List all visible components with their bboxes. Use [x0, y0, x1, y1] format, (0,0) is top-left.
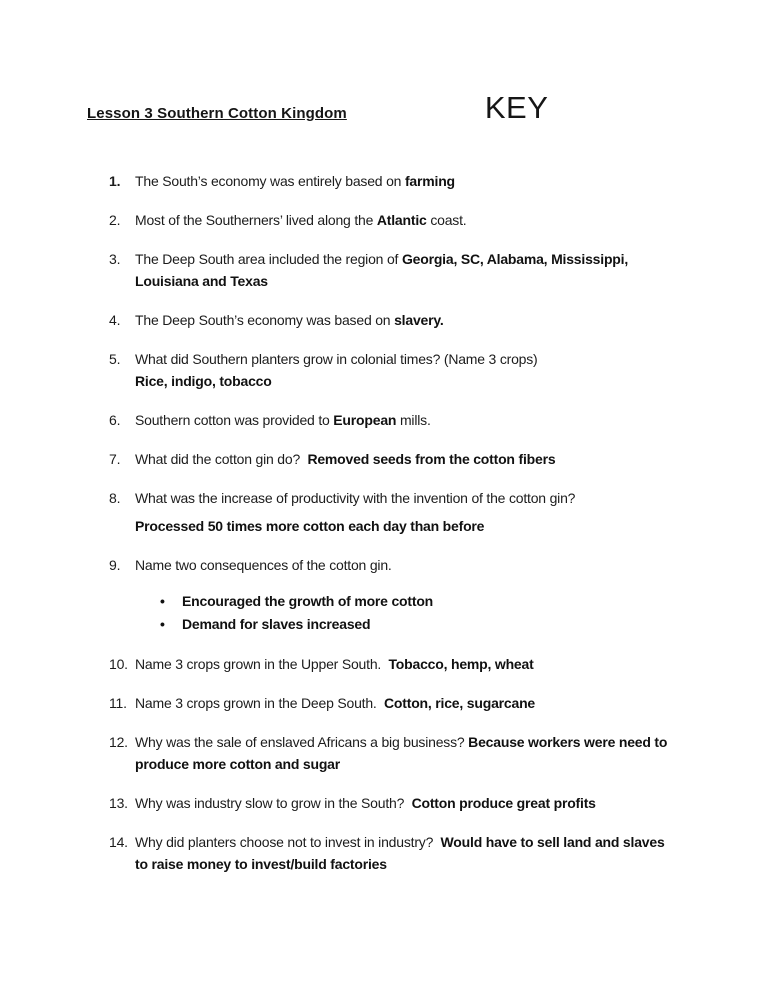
- question-item: [109, 692, 768, 714]
- question-number: 14.: [109, 834, 128, 850]
- question-line: [135, 209, 768, 231]
- answer-key-label: KEY: [484, 90, 549, 125]
- question-text: The Deep South’s economy was based on: [135, 312, 395, 328]
- question-number: 8.: [109, 490, 121, 506]
- document-header: [0, 0, 768, 126]
- answer-text: Processed 50 times more cotton each day than before: [135, 518, 485, 534]
- answer-text: Atlantic: [376, 212, 427, 228]
- question-line: [135, 692, 768, 714]
- question-text: Southern cotton was provided to: [135, 412, 334, 428]
- question-text: Name 3 crops grown in the Upper South.: [135, 656, 389, 672]
- question-line: [135, 515, 768, 537]
- question-item: [109, 448, 768, 470]
- question-item: [109, 792, 768, 814]
- question-content: [135, 248, 768, 292]
- document-title: Lesson 3 Southern Cotton Kingdom: [87, 105, 347, 122]
- question-item: [109, 348, 768, 392]
- question-content: [135, 170, 768, 192]
- question-item: [109, 209, 768, 231]
- question-line: [135, 831, 768, 853]
- question-content: [135, 487, 768, 537]
- question-number: 9.: [109, 557, 121, 573]
- question-item: [109, 170, 768, 192]
- answer-text: Tobacco, hemp, wheat: [388, 656, 534, 672]
- question-text: Name two consequences of the cotton gin.: [135, 557, 392, 573]
- question-content: [135, 692, 768, 714]
- answer-text: produce more cotton and sugar: [135, 756, 340, 772]
- question-line: [135, 448, 768, 470]
- question-content: [135, 831, 768, 875]
- question-text: coast.: [426, 212, 467, 228]
- question-text: Why was industry slow to grow in the South?: [135, 795, 412, 811]
- question-number: 6.: [109, 412, 121, 428]
- question-content: [135, 348, 768, 392]
- question-number: 7.: [109, 451, 121, 467]
- question-content: [135, 309, 768, 331]
- answer-text: Removed seeds from the cotton fibers: [307, 451, 556, 467]
- answer-text: Because workers were need to: [468, 734, 668, 750]
- question-content: [135, 448, 768, 470]
- question-text: mills.: [396, 412, 431, 428]
- question-number: 11.: [109, 695, 127, 711]
- question-number: 2.: [109, 212, 121, 228]
- answer-bullet-list: [135, 590, 768, 636]
- question-text: The Deep South area included the region of: [135, 251, 402, 267]
- answer-text: to raise money to invest/build factories: [135, 856, 387, 872]
- question-item: [109, 554, 768, 636]
- answer-text: Georgia, SC, Alabama, Mississippi,: [401, 251, 629, 267]
- question-line: [135, 753, 768, 775]
- answer-text: Would have to sell land and slaves: [440, 834, 665, 850]
- question-text: The South’s economy was entirely based on: [135, 173, 405, 189]
- question-content: [135, 209, 768, 231]
- question-item: [109, 487, 768, 537]
- question-number: 5.: [109, 351, 121, 367]
- question-number: 10.: [109, 656, 128, 672]
- question-content: [135, 731, 768, 775]
- question-content: [135, 554, 768, 636]
- question-line: [135, 853, 768, 875]
- question-line: [135, 731, 768, 753]
- question-line: [135, 370, 768, 392]
- question-item: [109, 731, 768, 775]
- question-number: 3.: [109, 251, 121, 267]
- answer-text: Cotton produce great profits: [411, 795, 596, 811]
- question-number: 13.: [109, 795, 128, 811]
- question-content: [135, 409, 768, 431]
- question-line: [135, 653, 768, 675]
- question-line: [135, 248, 768, 270]
- answer-text: slavery.: [394, 312, 444, 328]
- answer-text: farming: [404, 173, 455, 189]
- question-number: 12.: [109, 734, 128, 750]
- question-text: What did Southern planters grow in colonial times? (Name 3 crops): [135, 351, 538, 367]
- question-item: [109, 831, 768, 875]
- question-number: 1.: [109, 173, 121, 189]
- question-line: [135, 554, 768, 576]
- question-line: [135, 792, 768, 814]
- question-text: Why did planters choose not to invest in industry?: [135, 834, 441, 850]
- question-item: [109, 409, 768, 431]
- answer-text: European: [333, 412, 397, 428]
- answer-text: Louisiana and Texas: [135, 273, 268, 289]
- question-line: [135, 270, 768, 292]
- question-text: What did the cotton gin do?: [135, 451, 308, 467]
- question-content: [135, 653, 768, 675]
- question-content: [135, 792, 768, 814]
- question-text: Why was the sale of enslaved Africans a big business?: [135, 734, 469, 750]
- question-line: [135, 409, 768, 431]
- question-item: [109, 653, 768, 675]
- question-text: Name 3 crops grown in the Deep South.: [135, 695, 385, 711]
- answer-text: Cotton, rice, sugarcane: [384, 695, 536, 711]
- question-line: [135, 309, 768, 331]
- question-list: [0, 170, 768, 875]
- question-item: [109, 248, 768, 292]
- question-item: [109, 309, 768, 331]
- question-line: [135, 170, 768, 192]
- answer-bullet: • Encouraged the growth of more cotton: [160, 590, 768, 613]
- question-line: [135, 348, 768, 370]
- question-number: 4.: [109, 312, 121, 328]
- question-text: Most of the Southerners’ lived along the: [135, 212, 377, 228]
- question-line: [135, 487, 768, 509]
- answer-text: Rice, indigo, tobacco: [135, 373, 272, 389]
- answer-bullet: • Demand for slaves increased: [160, 613, 768, 636]
- question-text: What was the increase of productivity with the invention of the cotton gin?: [135, 490, 576, 506]
